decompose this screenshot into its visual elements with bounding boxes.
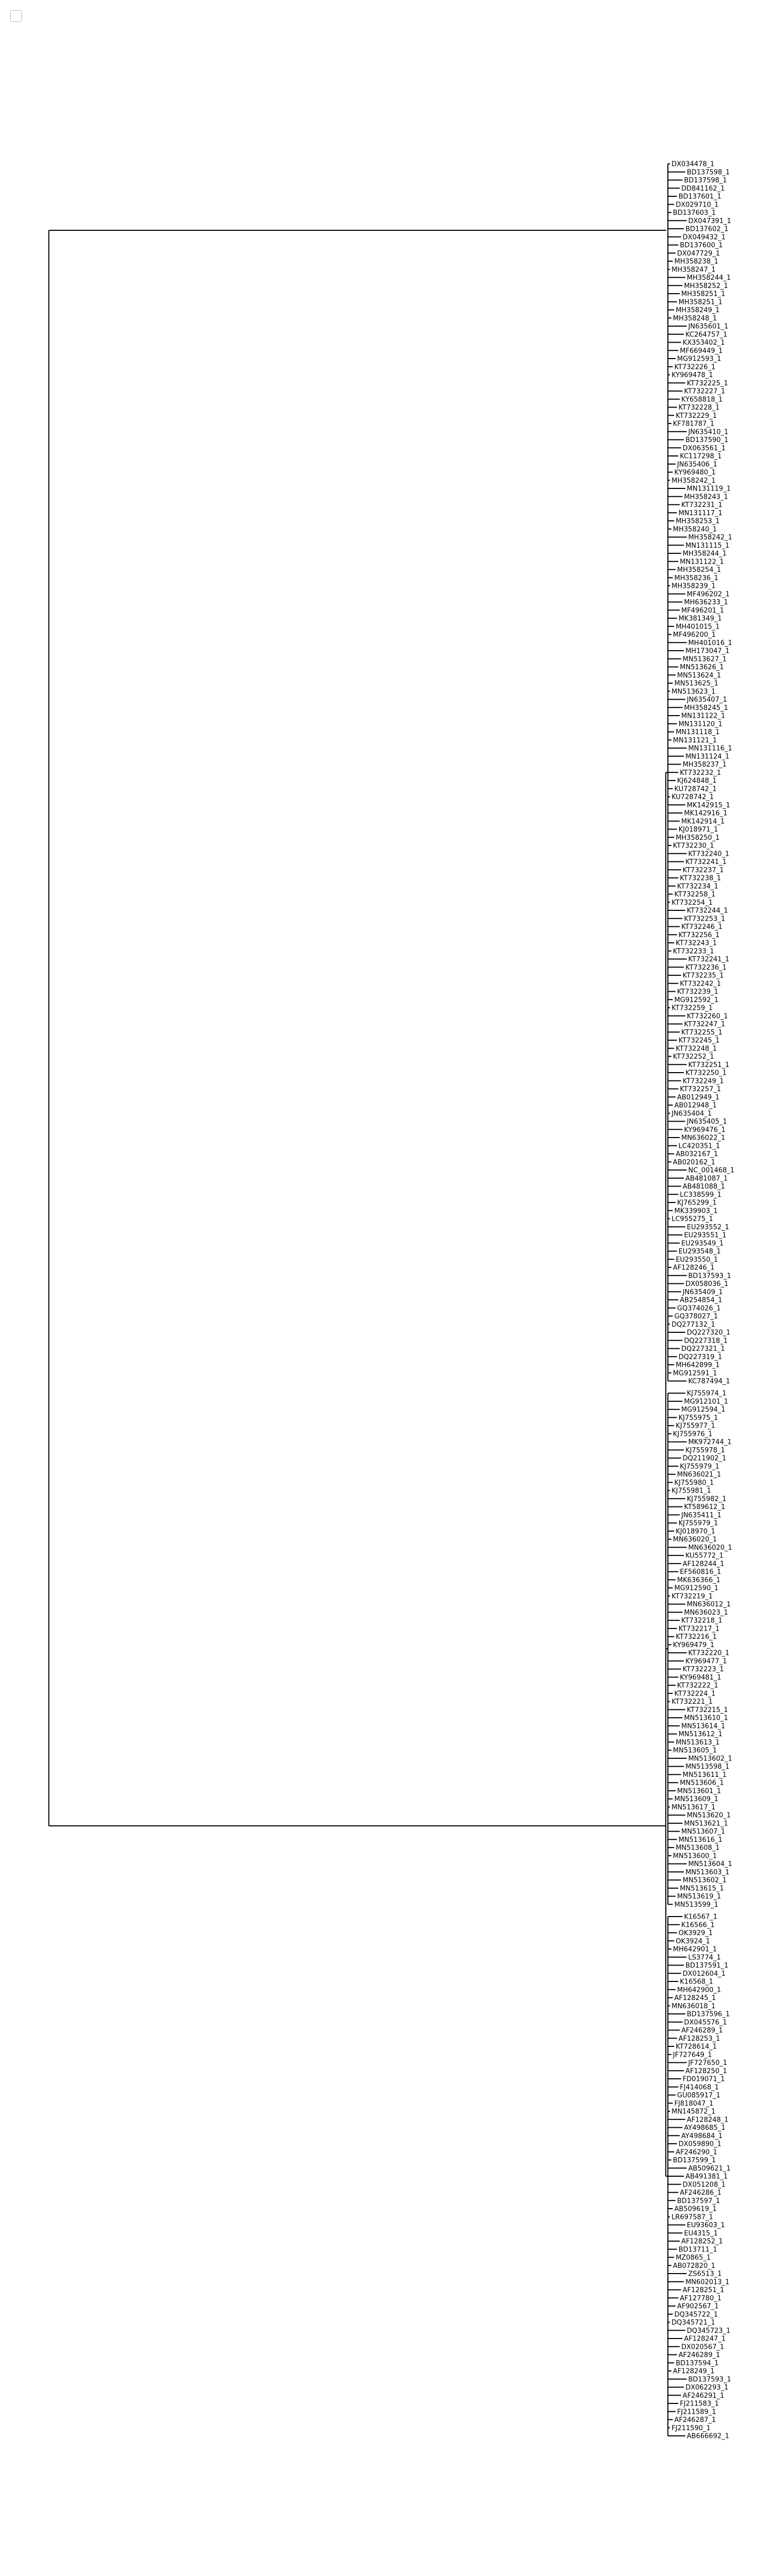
leaf-label: MN636023_1	[684, 1608, 728, 1617]
leaf-label: JN635404_1	[671, 1110, 712, 1118]
leaf-label: AF128245_1	[674, 1994, 716, 2002]
leaf-label: MN131115_1	[685, 541, 730, 550]
leaf-label: OK3929_1	[678, 1929, 713, 1937]
leaf-label: AY498685_1	[684, 2124, 726, 2132]
leaf-label: KC117298_1	[680, 452, 722, 461]
leaf-label: JN635407_1	[686, 696, 727, 704]
leaf-label: DX045576_1	[684, 2019, 727, 2027]
leaf-label: NC_001468_1	[688, 1166, 735, 1175]
leaf-label: KT732233_1	[673, 947, 714, 956]
leaf-label: MN131124_1	[685, 753, 730, 761]
leaf-label: KJ755979_1	[680, 1463, 720, 1471]
leaf-label: MH358243_1	[684, 493, 728, 501]
leaf-label: BD137600_1	[680, 242, 723, 249]
leaf-label: AB032167_1	[676, 1150, 718, 1158]
leaf-label: KY658818_1	[681, 396, 723, 404]
leaf-label: AF128249_1	[673, 2367, 715, 2376]
leaf-label: MN513598_1	[685, 1763, 730, 1771]
leaf-label: JN635410_1	[688, 428, 729, 436]
leaf-label: MN513612_1	[678, 1731, 722, 1739]
leaf-label: DX059890_1	[678, 2140, 721, 2148]
leaf-label: DX047391_1	[688, 217, 731, 225]
leaf-label: ZS6513_1	[688, 2270, 722, 2278]
leaf-label: LC420351_1	[678, 1142, 720, 1150]
leaf-label: KT732216_1	[676, 1633, 717, 1641]
leaf-label: DX051208_1	[682, 2181, 726, 2189]
leaf-label: KJ755978_1	[685, 1446, 725, 1454]
leaf-label: KF781787_1	[673, 420, 715, 428]
leaf-label: MH358254_1	[677, 566, 721, 574]
leaf-label: MH358236_1	[674, 574, 718, 582]
leaf-label: EU293549_1	[681, 1240, 724, 1248]
leaf-label: DX062293_1	[685, 2384, 729, 2392]
leaf-label: KT589612_1	[684, 1503, 726, 1512]
leaf-label: DX034478_1	[671, 160, 715, 168]
leaf-label: EU293550_1	[676, 1256, 718, 1264]
leaf-label: MN636020_1	[673, 1536, 717, 1544]
leaf-label: KX353402_1	[682, 339, 725, 347]
leaf-label: MH358251_1	[681, 290, 726, 298]
leaf-label: FJ818047_1	[674, 2099, 714, 2108]
leaf-label: MF496201_1	[681, 606, 725, 615]
leaf-label: MH358252_1	[684, 282, 728, 290]
leaf-label: MN513609_1	[674, 1795, 718, 1804]
leaf-label: KT732225_1	[686, 379, 728, 387]
leaf-label: KJ765299_1	[677, 1199, 717, 1207]
leaf-label: MN513621_1	[684, 1820, 728, 1828]
leaf-label: EU293551_1	[684, 1231, 727, 1240]
leaf-label: MN513625_1	[674, 680, 718, 688]
leaf-label: AB020162_1	[673, 1158, 716, 1166]
leaf-label: MH642900_1	[677, 1986, 721, 1994]
leaf-label: AF246289_1	[678, 2351, 720, 2359]
leaf-label: AF128252_1	[681, 2238, 723, 2246]
leaf-label: AB254854_1	[680, 1296, 722, 1304]
leaf-label: MH358239_1	[671, 582, 716, 590]
leaf-label: MG912590_1	[674, 1584, 719, 1592]
leaf-label: MN513611_1	[682, 1771, 727, 1779]
leaf-label: JF727649_1	[673, 2051, 712, 2059]
leaf-label: MH401016_1	[688, 639, 732, 647]
leaf-label: KY969476_1	[684, 1126, 726, 1134]
leaf-label: KT732221_1	[671, 1698, 713, 1706]
leaf-label: MH358253_1	[676, 517, 720, 526]
leaf-label: MN131120_1	[678, 720, 722, 728]
leaf-label: EU4315_1	[684, 2229, 718, 2238]
leaf-label: BD137590_1	[685, 436, 729, 444]
leaf-label: MG912593_1	[677, 355, 721, 363]
leaf-label: KT732253_1	[684, 915, 726, 923]
leaf-label: MN636018_1	[671, 2002, 716, 2010]
leaf-label: JN635406_1	[677, 461, 717, 469]
leaf-label: KT732232_1	[680, 769, 721, 777]
leaf-label: KT732247_1	[684, 1021, 726, 1028]
leaf-label: MH642899_1	[676, 1361, 720, 1369]
leaf-label: AY498684_1	[681, 2132, 723, 2140]
leaf-label: KY969480_1	[674, 469, 716, 477]
leaf-label: KT732257_1	[680, 1086, 721, 1093]
leaf-label: AB481088_1	[682, 1183, 725, 1191]
leaf-label: FD019071_1	[682, 2075, 725, 2083]
leaf-label: KJ755976_1	[673, 1430, 713, 1438]
leaf-label: BD137599_1	[673, 2157, 716, 2164]
leaf-label: LC338599_1	[680, 1191, 722, 1199]
leaf-label: MN513613_1	[676, 1738, 720, 1747]
leaf-label: KU55772_1	[685, 1552, 724, 1560]
leaf-label: KT732224_1	[674, 1690, 716, 1698]
leaf-label: MH636233_1	[684, 599, 728, 606]
leaf-label: KT732255_1	[681, 1028, 722, 1037]
leaf-label: KJ755979_1	[678, 1519, 718, 1528]
leaf-label: KY969477_1	[685, 1657, 727, 1666]
leaf-label: BD137593_1	[688, 2376, 731, 2384]
leaf-label: KT732248_1	[676, 1045, 717, 1053]
leaf-label: KT732227_1	[684, 387, 726, 396]
leaf-label: EU293548_1	[678, 1248, 721, 1256]
leaf-label: KJ018971_1	[678, 826, 718, 834]
leaf-label: K16567_1	[684, 1913, 718, 1921]
leaf-label: AB509621_1	[688, 2164, 731, 2173]
leaf-label: FJ414068_1	[680, 2083, 719, 2092]
leaf-label: LC955275_1	[671, 1215, 713, 1223]
leaf-label: BD137597_1	[677, 2197, 720, 2205]
leaf-label: KJ755982_1	[686, 1495, 727, 1503]
leaf-label: DQ277132_1	[671, 1320, 715, 1329]
leaf-label: BD137594_1	[676, 2359, 719, 2367]
leaf-label: MN131116_1	[688, 744, 732, 753]
leaf-label: MH358250_1	[676, 834, 720, 842]
leaf-label: GQ378027_1	[674, 1313, 718, 1320]
leaf-label: KT728614_1	[676, 2043, 717, 2051]
leaf-label: LR697587_1	[671, 2213, 713, 2222]
leaf-label: K16568_1	[680, 1978, 713, 1986]
leaf-label: BD137596_1	[686, 2010, 730, 2019]
leaf-label: FJ211589_1	[677, 2408, 716, 2416]
leaf-label: MN602013_1	[685, 2278, 730, 2286]
leaf-label: DQ211902_1	[682, 1454, 727, 1463]
leaf-label: KJ755981_1	[671, 1487, 711, 1495]
leaf-label: MN513624_1	[677, 671, 721, 680]
leaf-label: MZ0865_1	[676, 2254, 711, 2262]
leaf-label: MH401015_1	[676, 623, 720, 631]
leaf-label: KT732250_1	[685, 1069, 727, 1077]
leaf-label: MN131118_1	[676, 728, 720, 736]
leaf-label: DX049432_1	[682, 233, 726, 242]
leaf-label: DD841162_1	[681, 184, 725, 193]
leaf-label: MN513623_1	[671, 688, 716, 696]
leaf-label: MH358248_1	[673, 314, 717, 323]
leaf-label: AB012949_1	[677, 1093, 720, 1101]
leaf-label: MN636021_1	[677, 1471, 721, 1479]
leaf-label: MN513608_1	[676, 1844, 720, 1852]
leaf-label: AF128246_1	[673, 1264, 715, 1272]
leaf-label: MN131119_1	[686, 485, 731, 493]
leaf-label: KJ755975_1	[678, 1414, 718, 1422]
leaf-label: KT732249_1	[682, 1077, 724, 1086]
leaf-label: KT732229_1	[676, 412, 717, 420]
leaf-label: MN513603_1	[685, 1868, 730, 1876]
leaf-label: KT732252_1	[673, 1053, 714, 1061]
leaf-label: MN513601_1	[677, 1787, 721, 1795]
leaf-label: KY969479_1	[673, 1641, 715, 1649]
leaf-label: KT732251_1	[688, 1061, 730, 1069]
leaf-label: DX012604_1	[682, 1970, 726, 1978]
leaf-label: AB666692_1	[686, 2432, 729, 2441]
leaf-label: KT732242_1	[680, 980, 721, 988]
leaf-label: KT732230_1	[673, 842, 714, 850]
leaf-label: MN513615_1	[680, 1885, 724, 1893]
leaf-label: MN513614_1	[681, 1722, 726, 1731]
leaf-label: KT732235_1	[682, 972, 724, 980]
leaf-label: MK142915_1	[686, 801, 730, 809]
leaf-label: MN513604_1	[688, 1860, 732, 1869]
leaf-label: AB491381_1	[685, 2173, 728, 2181]
leaf-label: MN513602_1	[688, 1755, 732, 1763]
leaf-label: KT732222_1	[677, 1682, 718, 1690]
leaf-label: GQ374026_1	[677, 1304, 721, 1313]
leaf-label: DX063561_1	[682, 444, 726, 452]
leaf-label: MN636020_1	[688, 1544, 732, 1552]
leaf-label: MH358238_1	[674, 258, 718, 266]
leaf-label: MN513606_1	[680, 1779, 724, 1787]
leaf-label: KY969478_1	[671, 371, 713, 379]
leaf-label: DQ227320_1	[686, 1329, 731, 1337]
leaf-label: AF246286_1	[680, 2189, 722, 2197]
leaf-label: LS3774_1	[688, 1954, 721, 1962]
leaf-label: MG912592_1	[674, 996, 719, 1004]
leaf-label: DQ345722_1	[674, 2311, 718, 2319]
leaf-label: MK142914_1	[681, 818, 725, 826]
leaf-label: MN513610_1	[684, 1714, 728, 1722]
leaf-label: KJ755974_1	[686, 1389, 727, 1398]
leaf-label: MN513602_1	[682, 1876, 727, 1885]
leaf-label: MN513617_1	[671, 1803, 716, 1811]
leaf-label: DQ345721_1	[671, 2319, 715, 2327]
leaf-label: KT732241_1	[688, 956, 730, 963]
leaf-label: KT732231_1	[681, 501, 722, 509]
leaf-label: MN636012_1	[686, 1601, 731, 1609]
leaf-label: KT732238_1	[680, 874, 721, 883]
leaf-label: MF496200_1	[673, 631, 716, 639]
leaf-label: K16566_1	[681, 1921, 715, 1929]
leaf-label: DX058036_1	[685, 1280, 729, 1288]
leaf-label: AB012948_1	[674, 1101, 717, 1110]
leaf-label: AF128251_1	[682, 2286, 725, 2294]
leaf-label: JF727650_1	[688, 2059, 728, 2067]
leaf-label: MK381349_1	[678, 615, 722, 623]
leaf-label: KJ624848_1	[677, 777, 717, 785]
leaf-label: KT732256_1	[678, 931, 720, 939]
leaf-label: KT732217_1	[678, 1625, 720, 1633]
leaf-label: KT732218_1	[681, 1617, 722, 1625]
leaf-label: JN635409_1	[682, 1288, 723, 1296]
leaf-label: MH358240_1	[673, 526, 717, 534]
leaf-label: KT732220_1	[688, 1649, 730, 1657]
leaf-label: BD137598_1	[684, 177, 727, 184]
leaf-label: AF128247_1	[684, 2335, 726, 2343]
leaf-label: MF669449_1	[680, 347, 723, 355]
leaf-label: KT732219_1	[671, 1592, 713, 1601]
leaf-label: MN636022_1	[681, 1134, 726, 1142]
leaf-label: JN635405_1	[686, 1118, 727, 1126]
leaf-label: MF496202_1	[686, 590, 730, 599]
leaf-label: MK636366_1	[677, 1576, 721, 1584]
leaf-label: AF128244_1	[682, 1560, 725, 1568]
leaf-label: KT732226_1	[674, 363, 716, 371]
leaf-label: MN131117_1	[678, 509, 722, 517]
leaf-label: MN131121_1	[673, 736, 717, 744]
leaf-label: MN513619_1	[677, 1893, 721, 1901]
leaf-label: MN131122_1	[680, 558, 724, 566]
leaf-label: MG912594_1	[681, 1406, 726, 1414]
leaf-label: EU93603_1	[686, 2222, 725, 2229]
tree-leaf-labels	[671, 161, 734, 2441]
leaf-label: BD137598_1	[686, 168, 730, 177]
leaf-label: KC787494_1	[688, 1378, 730, 1385]
leaf-label: MH358249_1	[676, 307, 720, 314]
leaf-label: KT732234_1	[677, 883, 718, 891]
leaf-label: JN635411_1	[681, 1511, 721, 1519]
leaf-label: JN635601_1	[688, 323, 729, 331]
leaf-label: KJ018970_1	[676, 1528, 715, 1536]
leaf-label: KJ755980_1	[674, 1479, 714, 1487]
leaf-label: KU728742_1	[674, 785, 717, 793]
leaf-label: BD137591_1	[685, 1962, 729, 1970]
leaf-label: BD137593_1	[688, 1272, 731, 1280]
leaf-label: KT732258_1	[674, 891, 716, 899]
leaf-label: MK972744_1	[688, 1438, 732, 1447]
leaf-label: MH642901_1	[673, 1945, 717, 1954]
leaf-label: DQ227318_1	[684, 1337, 728, 1345]
leaf-label: AF246290_1	[676, 2148, 717, 2157]
leaf-label: DX029710_1	[676, 201, 719, 209]
leaf-label: MG912101_1	[684, 1398, 729, 1406]
leaf-label: KU728742_1	[671, 793, 714, 801]
leaf-label: MG912591_1	[673, 1369, 717, 1378]
leaf-label: DX047729_1	[677, 249, 720, 258]
leaf-label: KT732243_1	[676, 939, 717, 947]
leaf-label: MN513626_1	[680, 664, 724, 671]
leaf-label: BD137602_1	[685, 225, 729, 233]
leaf-label: DX020567_1	[681, 2343, 725, 2351]
leaf-label: EU293552_1	[686, 1223, 729, 1231]
leaf-label: KT732259_1	[671, 1004, 713, 1012]
leaf-label: MN513627_1	[682, 655, 727, 664]
leaf-label: MN513605_1	[673, 1747, 717, 1755]
leaf-label: KT732228_1	[678, 404, 720, 412]
leaf-label: MN131122_1	[681, 712, 726, 720]
leaf-label: MN513616_1	[678, 1836, 722, 1844]
leaf-label: MH358251_1	[678, 298, 722, 307]
leaf-label: AF246291_1	[682, 2392, 725, 2400]
leaf-label: KJ755977_1	[676, 1422, 715, 1430]
leaf-label: AB481087_1	[685, 1175, 728, 1183]
leaf-label: AB072820_1	[673, 2262, 716, 2270]
leaf-label: MN145872_1	[671, 2108, 716, 2116]
leaf-label: DQ227319_1	[678, 1353, 722, 1361]
leaf-label: MH358245_1	[684, 704, 728, 712]
leaf-label: MH358244_1	[686, 274, 731, 282]
leaf-label: AF902567_1	[677, 2302, 719, 2311]
leaf-label: EF560816_1	[680, 1568, 721, 1577]
leaf-label: MN513620_1	[686, 1811, 731, 1820]
leaf-label: MN513607_1	[681, 1828, 726, 1836]
leaf-label: MH358242_1	[688, 534, 732, 541]
leaf-label: KT732215_1	[686, 1706, 728, 1714]
leaf-label: FJ211583_1	[680, 2400, 719, 2408]
tree-branches	[49, 164, 687, 2436]
leaf-label: AB509619_1	[674, 2205, 717, 2213]
leaf-label: KT732240_1	[688, 850, 730, 858]
leaf-label: AF128253_1	[678, 2035, 720, 2043]
leaf-label: KT732245_1	[678, 1037, 720, 1045]
leaf-label: KY969481_1	[680, 1673, 721, 1682]
leaf-label: AF128248_1	[686, 2116, 729, 2124]
leaf-label: MH358237_1	[682, 761, 727, 769]
leaf-label: KT732239_1	[677, 988, 718, 996]
leaf-label: KT732244_1	[686, 907, 728, 915]
leaf-label: MH358244_1	[682, 550, 727, 558]
leaf-label: KT732236_1	[685, 963, 727, 972]
leaf-label: DQ345723_1	[686, 2327, 731, 2335]
leaf-label: DQ227321_1	[681, 1345, 725, 1353]
leaf-label: KT732237_1	[682, 866, 724, 874]
leaf-label: MK339903_1	[674, 1207, 718, 1215]
leaf-label: AF246289_1	[681, 2027, 723, 2035]
leaf-label: AF246287_1	[674, 2416, 716, 2424]
leaf-label: KT732254_1	[671, 899, 713, 907]
leaf-label: MH173047_1	[685, 647, 730, 655]
leaf-label: KT732260_1	[686, 1012, 728, 1021]
leaf-label: AF127780_1	[680, 2294, 722, 2302]
leaf-label: KT732241_1	[685, 858, 727, 866]
leaf-label: OK3924_1	[676, 1937, 710, 1945]
leaf-label: MK142916_1	[684, 809, 728, 818]
leaf-label: BD137603_1	[673, 209, 716, 217]
leaf-label: BD13711_1	[678, 2246, 717, 2254]
leaf-label: MN513599_1	[674, 1901, 718, 1909]
leaf-label: GU085917_1	[677, 2092, 720, 2099]
leaf-label: AF128250_1	[685, 2067, 727, 2075]
leaf-label: KT732246_1	[681, 923, 722, 931]
leaf-label: FJ211590_1	[671, 2424, 711, 2432]
leaf-label: KT732223_1	[682, 1666, 724, 1674]
leaf-label: MN513600_1	[673, 1852, 717, 1860]
leaf-label: BD137601_1	[678, 193, 721, 201]
leaf-label: MH358242_1	[671, 477, 716, 485]
leaf-label: MH358247_1	[671, 266, 716, 274]
leaf-label: KC264757_1	[685, 331, 728, 339]
